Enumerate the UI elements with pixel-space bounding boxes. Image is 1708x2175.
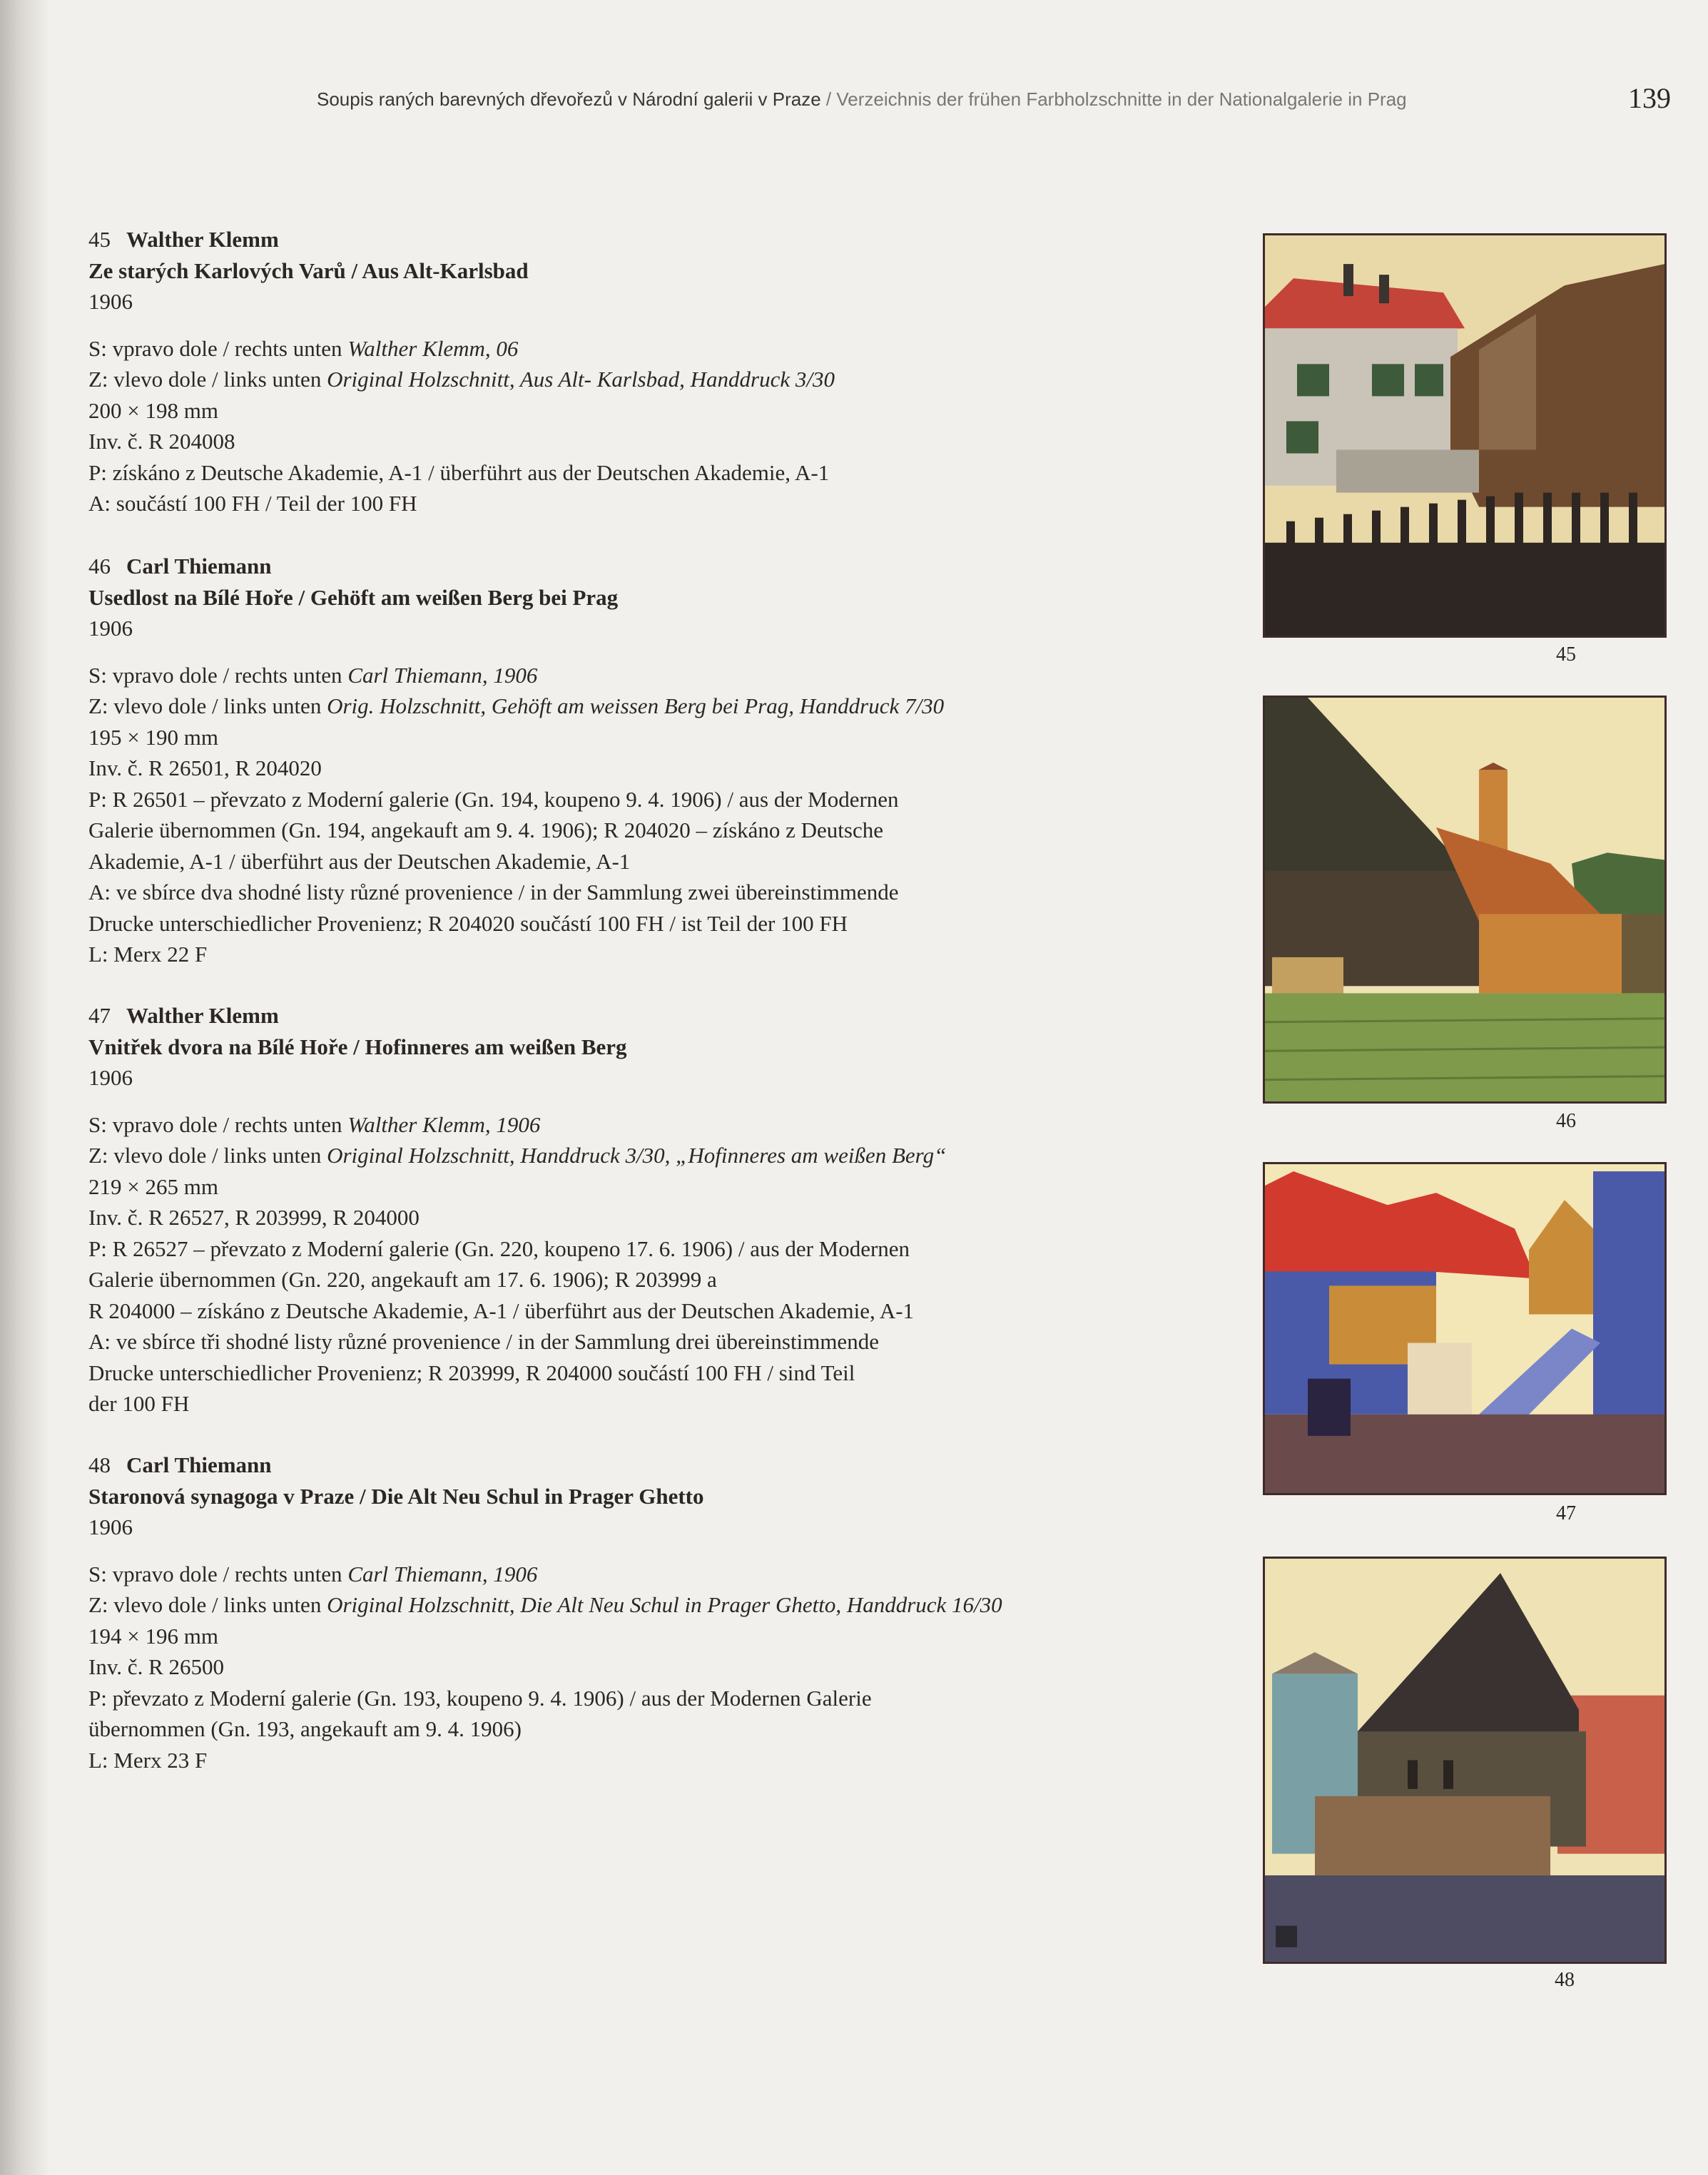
running-head-title-de: Verzeichnis der frühen Farbholzschnitte in der Nationalgalerie in Prag [836, 88, 1407, 110]
entry-detail-line: P: R 26501 – převzato z Moderní galerie (Gn. 194, koupeno 9. 4. 1906) / aus der Modernen [88, 786, 899, 812]
entry-detail-line: P: získáno z Deutsche Akademie, A-1 / überführt aus der Deutschen Akademie, A-1 [88, 459, 830, 485]
catalog-entry-47 [88, 1000, 1230, 1420]
entry-detail-line: übernommen (Gn. 193, angekauft am 9. 4. 1906) [88, 1716, 522, 1741]
entry-detail-line: Drucke unterschiedlicher Provenienz; R 204020 součástí 100 FH / ist Teil der 100 FH [88, 910, 848, 936]
entry-detail-line: 195 × 190 mm [88, 724, 218, 750]
entry-artist: Walther Klemm [126, 1003, 279, 1028]
woodcut-image-46 [1263, 696, 1667, 1104]
running-head [317, 88, 1558, 111]
entry-title: Vnitřek dvora na Bílé Hoře / Hofinneres am weißen Berg [88, 1034, 627, 1059]
figure-caption-45: 45 [1556, 643, 1576, 666]
entry-detail-line: Inv. č. R 26527, R 203999, R 204000 [88, 1205, 420, 1230]
entry-inscription: Z: vlevo dole / links unten Original Holzschnitt, Aus Alt- Karlsbad, Handdruck 3/30 [88, 367, 835, 392]
entry-artist: Walther Klemm [126, 227, 279, 252]
entry-signature: S: vpravo dole / rechts unten Carl Thiemann, 1906 [88, 1561, 538, 1586]
running-head-separator: / [825, 88, 832, 110]
entry-detail-line: R 204000 – získáno z Deutsche Akademie, A-1 / überführt aus der Deutschen Akademie, A-1 [88, 1298, 915, 1323]
catalog-entry-48 [88, 1450, 1230, 1776]
entry-detail-line: 219 × 265 mm [88, 1173, 218, 1199]
farmhouse-wall [1479, 914, 1629, 993]
entry-detail-line: Drucke unterschiedlicher Provenienz; R 203999, R 204000 součástí 100 FH / sind Teil [88, 1360, 855, 1385]
entry-inscription: Z: vlevo dole / links unten Original Holzschnitt, Handdruck 3/30, „Hofinneres am weißen Berg“ [88, 1143, 947, 1168]
running-head-title-cs: Soupis raných barevných dřevořezů v Národní galerii v Praze [317, 88, 821, 110]
entry-title: Usedlost na Bílé Hoře / Gehöft am weißen Berg bei Prag [88, 584, 619, 610]
figure-caption-46: 46 [1556, 1110, 1576, 1132]
woodcut-illustration [1265, 698, 1664, 1101]
entry-year: 1906 [88, 1514, 133, 1539]
entry-detail-line: 200 × 198 mm [88, 397, 218, 423]
woodcut-image-48 [1263, 1557, 1667, 1964]
entry-detail-line: Galerie übernommen (Gn. 194, angekauft am 9. 4. 1906); R 204020 – získáno z Deutsche [88, 817, 883, 842]
entry-inscription: Z: vlevo dole / links unten Orig. Holzschnitt, Gehöft am weissen Berg bei Prag, Handdruck 7/30 [88, 693, 945, 718]
page-gutter-shadow [0, 0, 50, 2175]
entry-detail-line: Inv. č. R 26501, R 204020 [88, 755, 322, 780]
entry-year: 1906 [88, 1065, 133, 1090]
entry-number: 45 [88, 227, 111, 252]
figure-caption-47: 47 [1556, 1502, 1576, 1524]
woodcut-image-47 [1263, 1162, 1667, 1495]
entry-detail-line: P: R 26527 – převzato z Moderní galerie (Gn. 220, koupeno 17. 6. 1906) / aus der Modernen [88, 1236, 910, 1261]
entry-detail-line: P: převzato z Moderní galerie (Gn. 193, koupeno 9. 4. 1906) / aus der Modernen Galerie [88, 1685, 872, 1711]
entry-detail-line: Akademie, A-1 / überführt aus der Deutschen Akademie, A-1 [88, 848, 631, 874]
entry-detail-line: A: ve sbírce dva shodné listy různé provenience / in der Sammlung zwei übereinstimmende [88, 880, 899, 905]
entry-number: 47 [88, 1003, 111, 1028]
ground [1265, 1875, 1664, 1962]
woodcut-illustration [1265, 235, 1664, 636]
woodcut-illustration [1265, 1559, 1664, 1962]
woodcut-image-45 [1263, 233, 1667, 638]
entry-detail-line: L: Merx 22 F [88, 942, 208, 967]
entry-detail-line: Galerie übernommen (Gn. 220, angekauft am 17. 6. 1906); R 203999 a [88, 1267, 717, 1292]
entry-signature: S: vpravo dole / rechts unten Walther Klemm, 06 [88, 335, 519, 361]
entry-year: 1906 [88, 616, 133, 641]
entry-artist: Carl Thiemann [126, 1452, 272, 1477]
entry-signature: S: vpravo dole / rechts unten Walther Klemm, 1906 [88, 1111, 541, 1137]
entry-year: 1906 [88, 289, 133, 314]
entry-detail-line: L: Merx 23 F [88, 1747, 208, 1773]
entry-detail-line: A: ve sbírce tři shodné listy různé provenience / in der Sammlung drei übereinstimmende [88, 1329, 879, 1354]
entry-detail-line: Inv. č. R 204008 [88, 429, 235, 454]
entry-title: Ze starých Karlových Varů / Aus Alt-Karlsbad [88, 258, 529, 283]
catalog-entry-46 [88, 551, 1230, 970]
page-number: 139 [1628, 82, 1671, 114]
entry-signature: S: vpravo dole / rechts unten Carl Thiemann, 1906 [88, 662, 538, 688]
entry-detail-line: der 100 FH [88, 1391, 190, 1416]
entry-number: 48 [88, 1452, 111, 1477]
entry-detail-line: 194 × 196 mm [88, 1623, 218, 1649]
entry-artist: Carl Thiemann [126, 554, 272, 579]
woodcut-illustration [1265, 1164, 1664, 1493]
entry-title: Staronová synagoga v Praze / Die Alt Neu Schul in Prager Ghetto [88, 1483, 704, 1509]
wall-right [1593, 1171, 1664, 1422]
figure-caption-48: 48 [1555, 1969, 1575, 1991]
entry-number: 46 [88, 554, 111, 579]
entry-detail-line: Inv. č. R 26500 [88, 1654, 224, 1679]
front-wall [1315, 1796, 1550, 1875]
entry-detail-line: A: součástí 100 FH / Teil der 100 FH [88, 491, 417, 516]
catalog-entry-45 [88, 224, 1230, 519]
entry-inscription: Z: vlevo dole / links unten Original Holzschnitt, Die Alt Neu Schul in Prager Ghetto, Handdruck 16/30 [88, 1592, 1002, 1617]
